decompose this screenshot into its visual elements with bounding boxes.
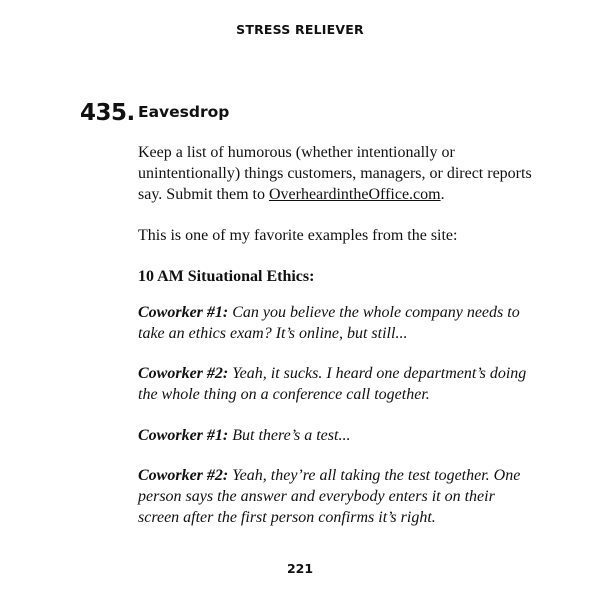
page-number: 221	[286, 561, 314, 576]
quote-text: But there’s a test...	[232, 427, 351, 444]
quote-text: Yeah, they’re all taking the test together. One person says the answer and everybody enters it on their screen after the first person confirms it’s right.	[138, 467, 521, 526]
dialogue-line	[138, 425, 538, 446]
dialogue-line	[138, 302, 538, 344]
entry-number: 435.	[80, 100, 135, 126]
intro-text-end: .	[440, 186, 445, 203]
quote-text: Can you believe the whole company needs to take an ethics exam? It’s online, but still...	[138, 304, 520, 342]
speaker-label: Coworker #1:	[138, 304, 229, 321]
quote-text: Yeah, it sucks. I heard one department’s doing the whole thing on a conference call together.	[138, 365, 527, 403]
speaker-label: Coworker #2:	[138, 365, 229, 382]
running-head: STRESS RELIEVER	[236, 22, 364, 37]
dialogue-line	[138, 465, 538, 528]
intro-text: Keep a list of humorous (whether intentionally or unintentionally) things customers, managers, or direct reports say. Submit them to	[138, 144, 532, 203]
entry-title: Eavesdrop	[138, 103, 230, 121]
lead-in-paragraph: This is one of my favorite examples from the site:	[138, 227, 458, 244]
dialogue-line	[138, 363, 538, 405]
website-link[interactable]: OverheardintheOffice.com	[268, 186, 441, 203]
speaker-label: Coworker #2:	[138, 467, 229, 484]
speaker-label: Coworker #1:	[138, 427, 229, 444]
intro-paragraph	[138, 142, 538, 205]
dialogue-title: 10 AM Situational Ethics:	[138, 268, 315, 285]
